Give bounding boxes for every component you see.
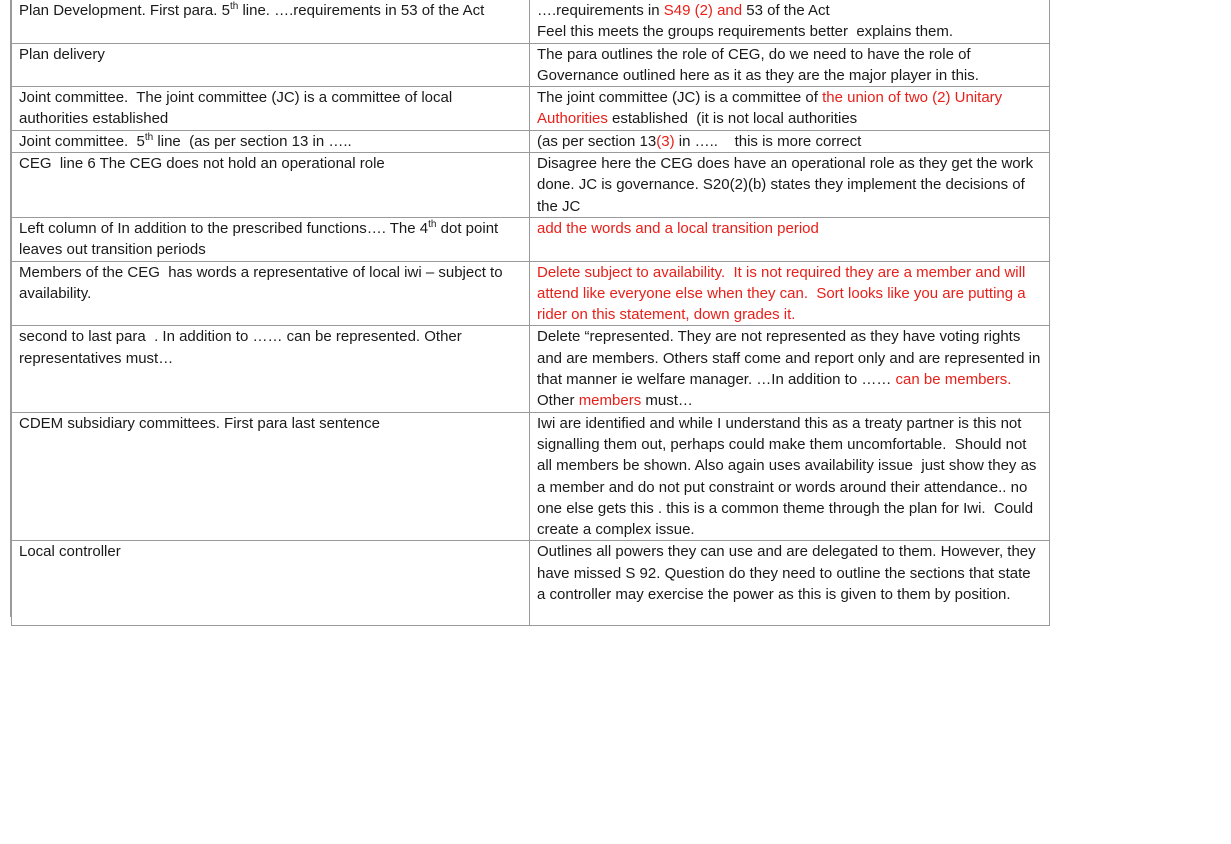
text-segment: Members of the CEG has words a representative of local iwi – subject to availability. — [19, 263, 507, 302]
text-segment: second to last para . In addition to …… can be represented. Other representatives must… — [19, 328, 466, 367]
comment-cell — [530, 0, 1050, 43]
text-segment: Iwi are identified and while I understand this as a treaty partner is this not signalling them out, perhaps could make them uncomfortable. Should not all members be shown. Also again uses availability issue just show they as a member and do not put constraint or words around their attendance.. no one else gets this . this is a common theme through the plan for Iwi. Could create a complex issue. — [537, 414, 1041, 539]
plan-reference-cell — [12, 153, 530, 218]
superscript: th — [144, 131, 154, 143]
highlighted-text: the union of two (2) Unitary Authorities — [537, 89, 1006, 128]
comment-cell — [530, 43, 1050, 87]
plan-reference-cell — [12, 43, 530, 87]
plan-reference-cell — [12, 541, 530, 626]
table-row — [12, 43, 1050, 87]
text-segment: Other — [537, 371, 1016, 410]
text-segment: Joint committee. The joint committee (JC) is a committee of local authorities established — [19, 89, 457, 128]
text-segment: Left column of In addition to the prescribed functions…. The 4 — [19, 219, 429, 237]
superscript: th — [229, 1, 239, 12]
highlighted-text: members — [578, 392, 642, 410]
table-row — [12, 130, 1050, 152]
text-segment: CDEM subsidiary committees. First para last sentence — [19, 414, 380, 432]
comment-cell — [530, 87, 1050, 131]
plan-reference-cell — [12, 87, 530, 131]
plan-reference-cell — [12, 0, 530, 43]
table-row — [12, 326, 1050, 412]
comment-cell — [530, 130, 1050, 152]
highlighted-text: add the words and a local transition period — [537, 219, 819, 237]
comment-cell — [530, 412, 1050, 541]
table-row — [12, 412, 1050, 541]
text-segment: established (it is not local authorities — [607, 110, 858, 128]
highlighted-text: S49 (2) and — [663, 2, 743, 19]
text-segment: Delete “represented. They are not represented as they have voting rights and are members. Others staff come and report only and are represented in that manner ie welfare manager. …In addition to …… — [537, 328, 1045, 389]
table-row — [12, 153, 1050, 218]
text-segment: Disagree here the CEG does have an operational role as they get the work done. JC is governance. S20(2)(b) states they implement the decisions of the JC — [537, 155, 1038, 215]
comment-cell — [530, 217, 1050, 261]
text-segment: Outlines all powers they can use and are delegated to them. However, they have missed S 92. Question do they need to outline the sections that state a controller may exercise the power as this is given to them by position. — [537, 543, 1040, 604]
table-row — [12, 0, 1050, 43]
superscript: th — [428, 218, 437, 230]
text-segment: Joint committee. 5 — [19, 132, 145, 150]
plan-reference-cell — [12, 326, 530, 412]
plan-reference-cell — [12, 412, 530, 541]
text-segment: (as per section 13 — [537, 132, 657, 150]
text-segment: 53 of the Act Feel this meets the groups requirements better explains them. — [537, 2, 954, 41]
text-segment: Plan delivery — [19, 45, 105, 63]
highlighted-text: (3) — [656, 132, 675, 150]
text-segment: The para outlines the role of CEG, do we need to have the role of Governance outlined here as it as they are the major player in this. — [537, 45, 979, 84]
plan-reference-cell — [12, 130, 530, 152]
highlighted-text: Delete subject to availability. It is not required they are a member and will attend like everyone else when they can. Sort looks like you are putting a rider on this statement, down grades it. — [537, 263, 1030, 324]
table-row — [12, 87, 1050, 131]
text-segment: dot point leaves out transition periods — [19, 219, 503, 259]
text-segment: Local controller — [19, 543, 121, 561]
comment-cell — [530, 326, 1050, 412]
text-segment: line. ….requirements in 53 of the Act — [238, 2, 485, 19]
table-row — [12, 541, 1050, 626]
text-segment: ….requirements in — [537, 2, 664, 19]
table-row — [12, 217, 1050, 261]
review-comments-table — [11, 0, 1050, 626]
text-segment: CEG line 6 The CEG does not hold an operational role — [19, 155, 385, 173]
text-segment: line (as per section 13 in ….. — [153, 132, 352, 150]
comment-cell — [530, 541, 1050, 626]
comment-cell — [530, 153, 1050, 218]
comment-cell — [530, 261, 1050, 326]
text-segment: in ….. this is more correct — [674, 132, 862, 150]
highlighted-text: can be members. — [895, 371, 1012, 389]
text-segment: Plan Development. First para. 5 — [19, 2, 230, 19]
text-segment: The joint committee (JC) is a committee of — [537, 89, 823, 107]
plan-reference-cell — [12, 217, 530, 261]
plan-reference-cell — [12, 261, 530, 326]
text-segment: must… — [641, 392, 693, 410]
table-row — [12, 261, 1050, 326]
